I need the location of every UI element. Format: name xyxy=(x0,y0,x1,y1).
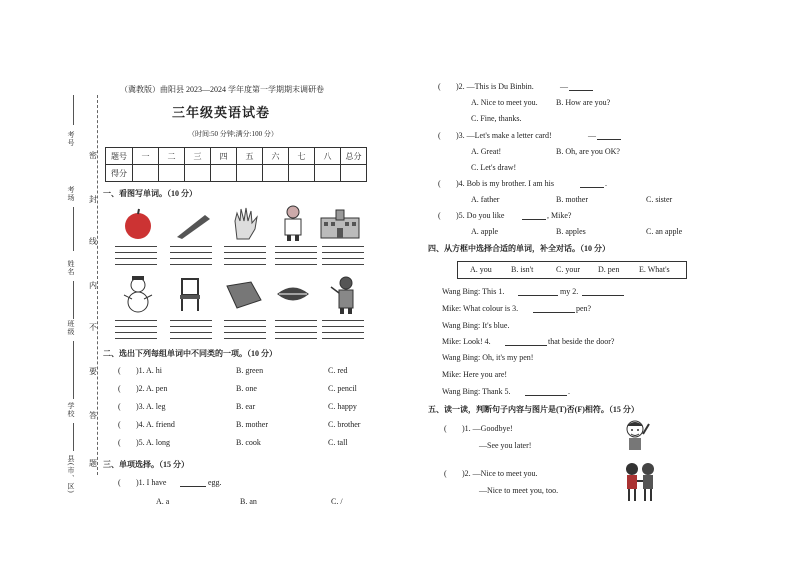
fill-blank[interactable] xyxy=(582,295,624,296)
option-c: C. red xyxy=(328,366,348,375)
word-option: B. isn't xyxy=(511,265,534,274)
dialogue-text: that beside the door? xyxy=(548,337,615,346)
answer-paren[interactable]: ( xyxy=(438,131,441,140)
answer-paren[interactable]: ( xyxy=(118,438,121,447)
score-header-cell: 八 xyxy=(315,148,341,165)
section4-heading: 四、从方框中选择合适的单词，补全对话。（10 分） xyxy=(428,244,610,253)
answer-paren[interactable]: ( xyxy=(438,179,441,188)
sidebar-field-exam-number: 考号 xyxy=(67,131,75,147)
option-c: C. happy xyxy=(328,402,357,411)
option-a: A. father xyxy=(471,195,500,204)
answer-lines[interactable] xyxy=(275,320,317,344)
answer-lines[interactable] xyxy=(115,320,157,344)
question-tail: , Mike? xyxy=(547,211,572,220)
fill-blank[interactable] xyxy=(180,486,206,487)
dash: — xyxy=(560,82,568,91)
question-stem: )4. Bob is my brother. I am his xyxy=(456,179,554,188)
score-cell[interactable] xyxy=(185,165,211,182)
option-c: C. Fine, thanks. xyxy=(471,114,522,123)
score-cell[interactable] xyxy=(263,165,289,182)
option-a: A. a xyxy=(156,497,170,506)
option-b: B. Oh, are you OK? xyxy=(556,147,620,156)
score-header-cell: 一 xyxy=(133,148,159,165)
answer-paren[interactable]: ( xyxy=(438,211,441,220)
question-stem: )5. Do you like xyxy=(456,211,505,220)
answer-lines[interactable] xyxy=(224,246,266,270)
book-icon xyxy=(225,280,263,310)
fill-blank[interactable] xyxy=(518,295,558,296)
option-a: A. long xyxy=(146,438,170,447)
score-header-cell: 总分 xyxy=(341,148,367,165)
score-cell[interactable] xyxy=(133,165,159,182)
option-c: C. / xyxy=(331,497,343,506)
option-b: B. How are you? xyxy=(556,98,611,107)
answer-lines[interactable] xyxy=(115,246,157,270)
seal-char: 要 xyxy=(89,367,97,376)
dialogue-line: Wang Bing: Oh, it's my pen! xyxy=(442,353,534,362)
two-kids-icon xyxy=(622,461,658,505)
apple-icon xyxy=(121,207,155,241)
exam-subtitle: （冀教版）曲阳县 2023—2024 学年度第一学期期末调研卷 xyxy=(120,85,324,94)
score-cell[interactable] xyxy=(159,165,185,182)
question-stem: )3. —Let's make a letter card! xyxy=(456,131,552,140)
option-a: A. leg xyxy=(146,402,166,411)
answer-paren[interactable]: ( xyxy=(444,469,447,478)
option-b: B. an xyxy=(240,497,257,506)
word-option: E. What's xyxy=(639,265,670,274)
score-header-cell: 七 xyxy=(289,148,315,165)
option-b: B. one xyxy=(236,384,257,393)
option-b: B. mother xyxy=(236,420,268,429)
sidebar-field-county: 县(市、区) xyxy=(67,455,75,494)
fill-blank[interactable] xyxy=(569,90,593,91)
teacher-icon xyxy=(330,275,360,315)
score-cell[interactable] xyxy=(211,165,237,182)
section3-heading: 三、单项选择。（15 分） xyxy=(103,460,189,469)
dialogue-text: pen? xyxy=(576,304,592,313)
question-text: )2. —Nice to meet you. xyxy=(462,469,538,478)
option-c: C. an apple xyxy=(646,227,683,236)
answer-lines[interactable] xyxy=(170,320,212,344)
option-a: A. friend xyxy=(146,420,175,429)
question-tail: egg. xyxy=(208,478,222,487)
exam-time-info: （时间:50 分钟;满分:100 分） xyxy=(188,130,278,138)
dialogue-text: . xyxy=(568,387,570,396)
answer-paren[interactable]: ( xyxy=(118,420,121,429)
answer-paren[interactable]: ( xyxy=(444,424,447,433)
question-number: )3. xyxy=(136,402,145,411)
chair-icon xyxy=(178,277,202,313)
sidebar-field-school: 学校 xyxy=(67,402,75,418)
question-text: )1. —Goodbye! xyxy=(462,424,513,433)
option-b: B. cook xyxy=(236,438,261,447)
option-b: B. mother xyxy=(556,195,588,204)
score-row-label: 得分 xyxy=(106,165,133,182)
seal-char: 不 xyxy=(89,323,97,332)
option-b: B. green xyxy=(236,366,264,375)
option-b: B. apples xyxy=(556,227,586,236)
answer-paren[interactable]: ( xyxy=(438,82,441,91)
answer-paren[interactable]: ( xyxy=(118,366,121,375)
score-header-cell: 六 xyxy=(263,148,289,165)
question-number: )2. xyxy=(136,384,145,393)
option-c: C. Let's draw! xyxy=(471,163,517,172)
waving-person-icon xyxy=(621,418,651,452)
fill-blank[interactable] xyxy=(580,187,604,188)
word-bank-box xyxy=(457,261,687,279)
sidebar-field-class: 班级 xyxy=(67,320,75,336)
question-tail: . xyxy=(605,179,607,188)
section2-heading: 二、选出下列每组单词中不同类的一项。（10 分） xyxy=(103,349,277,358)
doctor-icon xyxy=(278,204,308,242)
dialogue-text: my 2. xyxy=(560,287,579,296)
answer-lines[interactable] xyxy=(322,320,364,344)
dash: — xyxy=(588,131,596,140)
seal-char: 密 xyxy=(89,151,97,160)
fill-blank[interactable] xyxy=(522,219,546,220)
seal-line xyxy=(97,95,98,475)
option-b: B. ear xyxy=(236,402,256,411)
score-cell[interactable] xyxy=(289,165,315,182)
question-stem: )2. —This is Du Binbin. xyxy=(456,82,534,91)
score-cell[interactable] xyxy=(237,165,263,182)
option-a: A. apple xyxy=(471,227,499,236)
option-c: C. tall xyxy=(328,438,348,447)
answer-lines[interactable] xyxy=(170,246,212,270)
dialogue-text: Mike: Look! 4. xyxy=(442,337,491,346)
hand-icon xyxy=(229,205,261,241)
mouth-icon xyxy=(275,283,311,305)
answer-lines[interactable] xyxy=(275,246,317,270)
answer-lines[interactable] xyxy=(224,320,266,344)
section5-heading: 五、读一读，判断句子内容与图片是(T)否(F)相符。（15 分） xyxy=(428,405,639,414)
answer-paren[interactable]: ( xyxy=(118,478,121,487)
sidebar-field-name: 姓名 xyxy=(67,260,75,276)
option-c: C. sister xyxy=(646,195,673,204)
dialogue-text: Wang Bing: This 1. xyxy=(442,287,505,296)
score-header-cell: 二 xyxy=(159,148,185,165)
answer-lines[interactable] xyxy=(322,246,364,270)
option-c: C. brother xyxy=(328,420,361,429)
question-number: )4. xyxy=(136,420,145,429)
word-option: C. your xyxy=(556,265,580,274)
option-a: A. pen xyxy=(146,384,168,393)
sidebar-field-exam-room: 考场 xyxy=(67,186,75,202)
seal-char: 题 xyxy=(89,459,97,468)
word-option: D. pen xyxy=(598,265,620,274)
option-a: A. hi xyxy=(146,366,162,375)
dialogue-line: Mike: Here you are! xyxy=(442,370,508,379)
dialogue-text: Mike: What colour is 3. xyxy=(442,304,519,313)
pencil-icon xyxy=(175,211,213,239)
score-table xyxy=(105,147,367,182)
fill-blank[interactable] xyxy=(533,312,575,313)
dialogue-line: Wang Bing: It's blue. xyxy=(442,321,510,330)
score-header-cell: 题号 xyxy=(106,148,133,165)
answer-paren[interactable]: ( xyxy=(118,402,121,411)
reply-text: —See you later! xyxy=(479,441,532,450)
fill-blank[interactable] xyxy=(597,139,621,140)
section1-heading: 一、看图写单词。（10 分） xyxy=(103,189,197,198)
score-header-cell: 五 xyxy=(237,148,263,165)
reply-text: —Nice to meet you, too. xyxy=(479,486,559,495)
word-option: A. you xyxy=(470,265,492,274)
seal-char: 封 xyxy=(89,195,97,204)
score-header-cell: 四 xyxy=(211,148,237,165)
question-number: )5. xyxy=(136,438,145,447)
snowman-icon xyxy=(120,275,156,313)
seal-char: 线 xyxy=(89,237,97,246)
option-c: C. pencil xyxy=(328,384,357,393)
answer-paren[interactable]: ( xyxy=(118,384,121,393)
option-a: A. Nice to meet you. xyxy=(471,98,538,107)
fill-blank[interactable] xyxy=(505,345,547,346)
question-stem: )1. I have xyxy=(136,478,167,487)
score-header-cell: 三 xyxy=(185,148,211,165)
dialogue-text: Wang Bing: Thank 5. xyxy=(442,387,511,396)
seal-char: 内 xyxy=(89,281,97,290)
fill-blank[interactable] xyxy=(525,395,567,396)
seal-char: 答 xyxy=(89,411,97,420)
option-a: A. Great! xyxy=(471,147,502,156)
exam-title: 三年级英语试卷 xyxy=(172,105,271,120)
school-icon xyxy=(319,208,361,240)
score-cell[interactable] xyxy=(315,165,341,182)
question-number: )1. xyxy=(136,366,145,375)
score-cell[interactable] xyxy=(341,165,367,182)
